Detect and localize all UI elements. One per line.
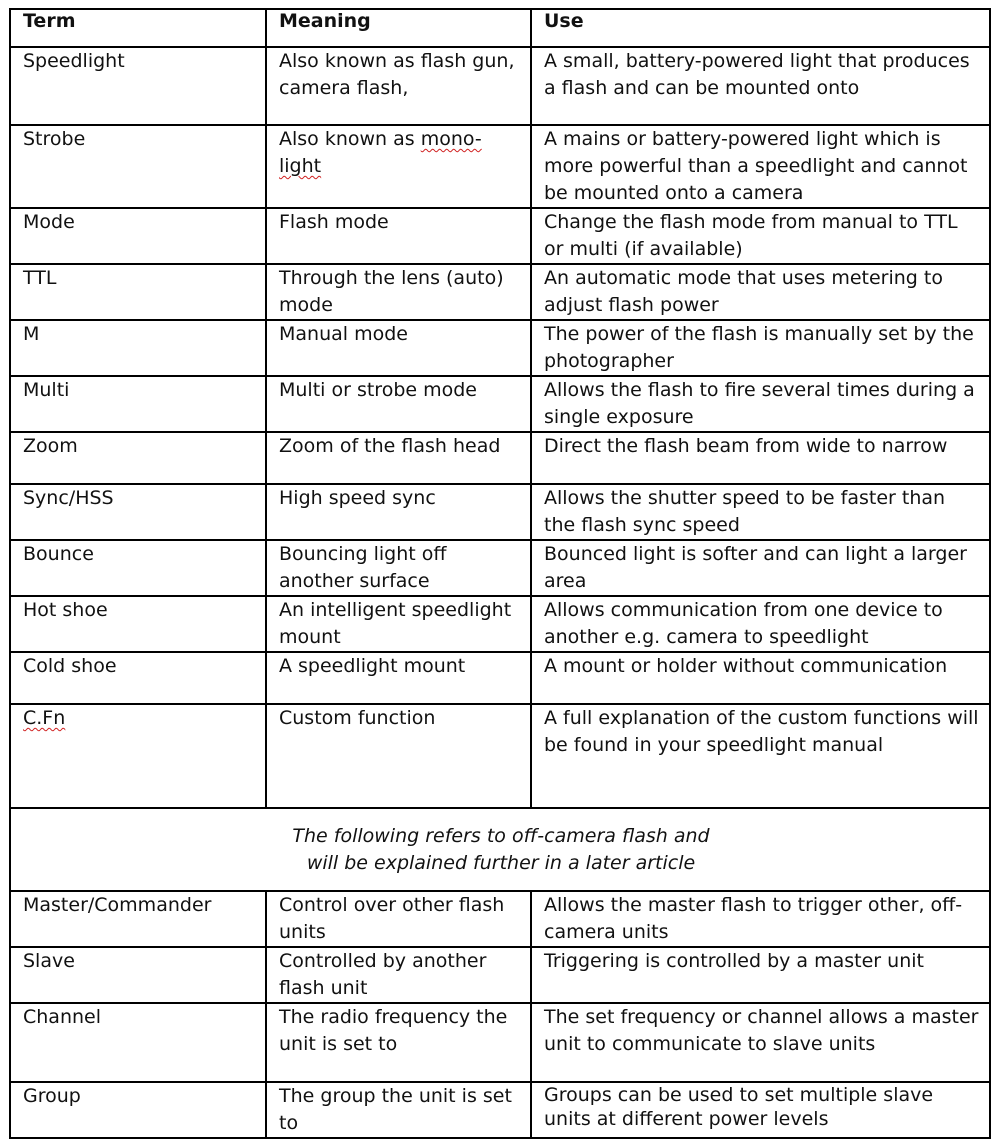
header-use: Use: [531, 9, 990, 47]
meaning-cell: Through the lens (auto) mode: [266, 264, 531, 320]
note-cell: [10, 808, 990, 891]
meaning-cell: Manual mode: [266, 320, 531, 376]
use-cell: Allows the master flash to trigger other, off-camera units: [531, 891, 990, 947]
meaning-cell: Multi or strobe mode: [266, 376, 531, 432]
spellcheck-underlined-word: C.Fn: [23, 707, 66, 729]
use-cell: Allows communication from one device to another e.g. camera to speedlight: [531, 596, 990, 652]
use-cell: An automatic mode that uses metering to adjust flash power: [531, 264, 990, 320]
table-row: [10, 540, 990, 596]
term-cell: Master/Commander: [10, 891, 266, 947]
term-cell: Strobe: [10, 125, 266, 208]
meaning-cell: An intelligent speedlight mount: [266, 596, 531, 652]
term-cell: [10, 704, 266, 808]
meaning-cell: Also known as flash gun, camera flash,: [266, 47, 531, 125]
meaning-cell: The radio frequency the unit is set to: [266, 1003, 531, 1082]
term-cell: Speedlight: [10, 47, 266, 125]
table-row: [10, 652, 990, 704]
header-meaning: Meaning: [266, 9, 531, 47]
table-row: [10, 484, 990, 540]
term-cell: Multi: [10, 376, 266, 432]
term-cell: Group: [10, 1082, 266, 1138]
meaning-cell: Zoom of the flash head: [266, 432, 531, 484]
term-cell: TTL: [10, 264, 266, 320]
meaning-cell: A speedlight mount: [266, 652, 531, 704]
use-cell: Direct the flash beam from wide to narrow: [531, 432, 990, 484]
use-cell: A full explanation of the custom functions will be found in your speedlight manual: [531, 704, 990, 808]
term-cell: Slave: [10, 947, 266, 1003]
table-row: [10, 432, 990, 484]
table-row: [10, 704, 990, 808]
table-row: [10, 125, 990, 208]
table-row: [10, 596, 990, 652]
use-cell: Triggering is controlled by a master unit: [531, 947, 990, 1003]
term-cell: Sync/HSS: [10, 484, 266, 540]
table-row: [10, 208, 990, 264]
table-row: [10, 891, 990, 947]
meaning-cell: The group the unit is set to: [266, 1082, 531, 1138]
meaning-cell: Bouncing light off another surface: [266, 540, 531, 596]
table-row: [10, 320, 990, 376]
header-row: [10, 9, 990, 47]
use-cell: The set frequency or channel allows a master unit to communicate to slave units: [531, 1003, 990, 1082]
term-cell: Hot shoe: [10, 596, 266, 652]
meaning-cell: Flash mode: [266, 208, 531, 264]
use-cell: The power of the flash is manually set by the photographer: [531, 320, 990, 376]
meaning-cell: Custom function: [266, 704, 531, 808]
table-row: [10, 376, 990, 432]
table-row: [10, 1003, 990, 1082]
note-line-2: will be explained further in a later article: [306, 851, 696, 874]
use-cell: Groups can be used to set multiple slave units at different power levels: [531, 1082, 990, 1138]
spellcheck-underlined-word: mono-light: [279, 128, 482, 177]
use-cell: Change the flash mode from manual to TTL or multi (if available): [531, 208, 990, 264]
use-cell: A small, battery-powered light that produces a flash and can be mounted onto: [531, 47, 990, 125]
meaning-cell: High speed sync: [266, 484, 531, 540]
table-row: [10, 264, 990, 320]
table-row: [10, 1082, 990, 1138]
term-cell: Bounce: [10, 540, 266, 596]
use-cell: Allows the flash to fire several times during a single exposure: [531, 376, 990, 432]
term-cell: Channel: [10, 1003, 266, 1082]
use-cell: A mount or holder without communication: [531, 652, 990, 704]
table-row: [10, 47, 990, 125]
term-cell: Zoom: [10, 432, 266, 484]
header-term: Term: [10, 9, 266, 47]
use-cell: A mains or battery-powered light which is more powerful than a speedlight and cannot be mounted onto a camera: [531, 125, 990, 208]
use-cell: Allows the shutter speed to be faster than the flash sync speed: [531, 484, 990, 540]
note-row: [10, 808, 990, 891]
term-cell: Mode: [10, 208, 266, 264]
note-line-1: The following refers to off-camera flash and: [292, 824, 710, 847]
table-row: [10, 947, 990, 1003]
meaning-cell: Control over other flash units: [266, 891, 531, 947]
term-cell: M: [10, 320, 266, 376]
meaning-cell: Controlled by another flash unit: [266, 947, 531, 1003]
flash-terms-table: [9, 8, 991, 1139]
meaning-cell: Also known as mono-light: [266, 125, 531, 208]
use-cell: Bounced light is softer and can light a larger area: [531, 540, 990, 596]
term-cell: Cold shoe: [10, 652, 266, 704]
